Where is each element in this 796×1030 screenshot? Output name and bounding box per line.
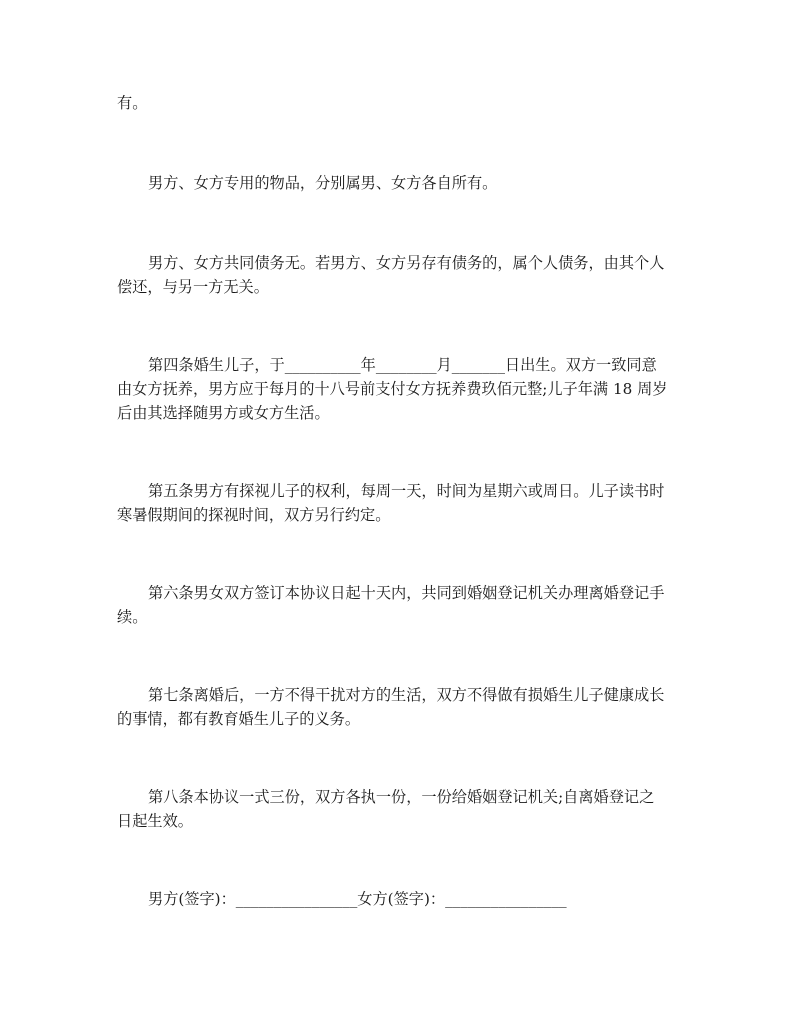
text-line: 寒暑假期间的探视时间，双方另行约定。 (117, 506, 391, 524)
text-line: 男方、女方共同债务无。若男方、女方另存有债务的，属个人债务，由其个人 (148, 254, 665, 272)
text-line: 后由其选择随男方或女方生活。 (117, 404, 330, 422)
paragraph-article-8-copies (117, 785, 687, 833)
paragraph-article-7-obligations (117, 683, 687, 731)
text-line: 第六条男女双方签订本协议日起十天内，共同到婚姻登记机关办理离婚登记手 (148, 584, 665, 602)
text-line: 偿还，与另一方无关。 (117, 278, 269, 296)
text-line: 有。 (117, 94, 148, 112)
text-line: 日起生效。 (117, 812, 193, 830)
text-line: 的事情，都有教育婚生儿子的义务。 (117, 710, 360, 728)
paragraph-article-6-registration (117, 581, 687, 629)
text-line: 由女方抚养，男方应于每月的十八号前支付女方抚养费玖佰元整;儿子年满 18 周岁 (117, 380, 668, 398)
text-line: 第七条离婚后，一方不得干扰对方的生活，双方不得做有损婚生儿子健康成长 (148, 686, 665, 704)
text-line: 男方、女方专用的物品，分别属男、女方各自所有。 (148, 174, 498, 192)
signature-line (117, 887, 687, 911)
text-line: 第四条婚生儿子，于__________年________月_______日出生。双方一致同意 (148, 356, 657, 374)
text-line: 续。 (117, 608, 148, 626)
text-line: 第八条本协议一式三份，双方各执一份，一份给婚姻登记机关;自离婚登记之 (148, 788, 655, 806)
paragraph-article-4-custody (117, 353, 687, 425)
text-line: 第五条男方有探视儿子的权利，每周一天，时间为星期六或周日。儿子读书时 (148, 482, 665, 500)
paragraph-continuation (117, 91, 687, 115)
signature-text: 男方(签字)：________________女方(签字)：________________ (148, 890, 567, 908)
paragraph-personal-items (117, 171, 687, 195)
paragraph-debts (117, 251, 687, 299)
paragraph-article-5-visitation (117, 479, 687, 527)
